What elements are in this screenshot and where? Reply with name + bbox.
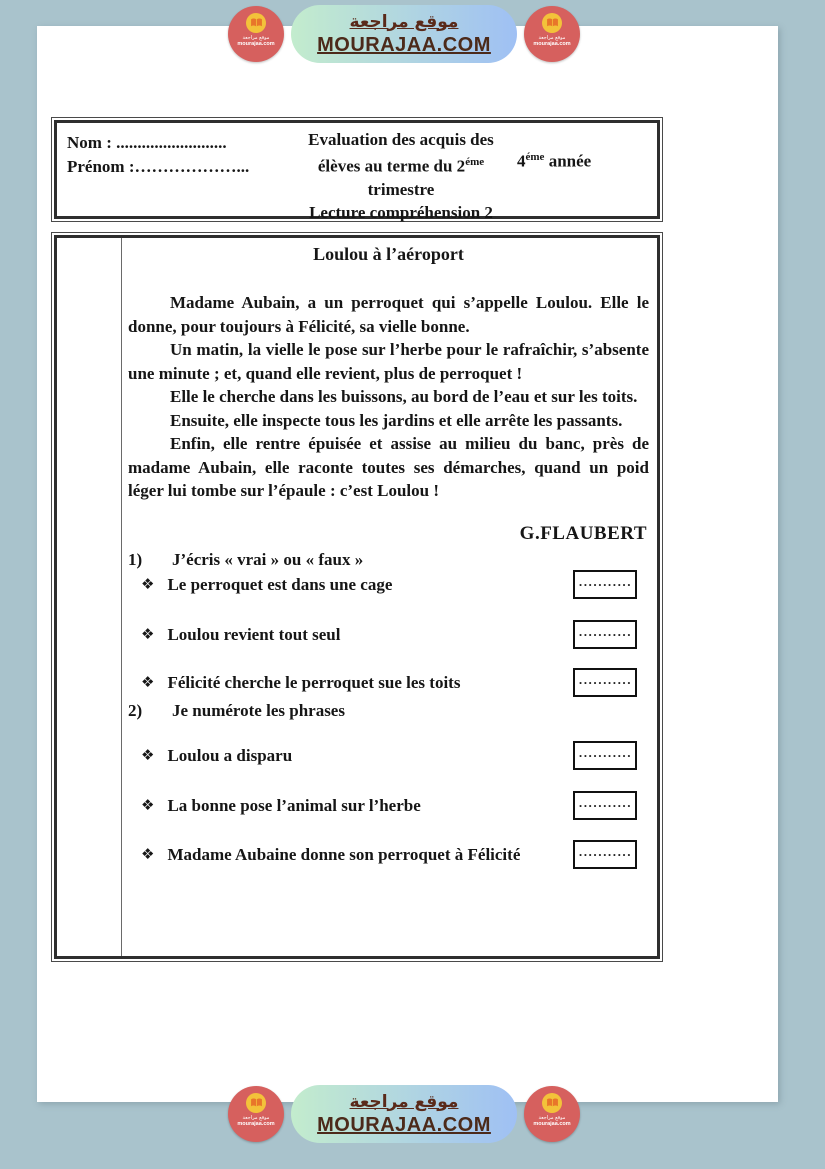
dotted-answer-line: ··········· bbox=[578, 675, 632, 690]
question-number: 1) bbox=[128, 549, 143, 569]
student-name-block bbox=[57, 123, 285, 216]
name-field[interactable]: Nom : .......................... bbox=[67, 133, 227, 152]
answer-box[interactable] bbox=[573, 668, 637, 697]
dotted-answer-line: ··········· bbox=[578, 627, 632, 642]
item-text: Félicité cherche le perroquet sue les toits bbox=[167, 672, 461, 692]
exam-body-box bbox=[51, 232, 663, 962]
badge-domain-text: mourajaa.com bbox=[533, 1121, 571, 1127]
item-text: Madame Aubaine donne son perroquet à Félicité bbox=[167, 844, 521, 864]
exercise-item bbox=[128, 670, 637, 696]
exam-header-box bbox=[51, 117, 663, 222]
badge-arabic-text: موقع مراجعة bbox=[538, 35, 566, 41]
badge-domain-text: mourajaa.com bbox=[237, 41, 275, 47]
answer-box[interactable] bbox=[573, 840, 637, 869]
exam-title-block bbox=[285, 123, 517, 222]
book-icon bbox=[542, 13, 562, 33]
exercise-item bbox=[128, 793, 637, 819]
banner-arabic-text: موقع مراجعة bbox=[349, 1091, 459, 1112]
diamond-bullet-icon: ❖ bbox=[141, 574, 155, 593]
book-icon bbox=[542, 1093, 562, 1113]
badge-domain-text: mourajaa.com bbox=[237, 1121, 275, 1127]
item-text: Le perroquet est dans une cage bbox=[167, 574, 393, 594]
exam-title-line1: Evaluation des acquis des bbox=[308, 130, 494, 149]
badge-arabic-text: موقع مراجعة bbox=[242, 1115, 270, 1121]
question-number: 2) bbox=[128, 700, 143, 720]
question-2-heading bbox=[128, 701, 649, 721]
reading-text bbox=[128, 238, 649, 868]
answer-box[interactable] bbox=[573, 791, 637, 820]
answer-box[interactable] bbox=[573, 620, 637, 649]
site-logo-badge bbox=[228, 6, 284, 62]
site-banner-top bbox=[228, 5, 580, 63]
site-logo-badge bbox=[524, 1086, 580, 1142]
text-title: Loulou à l’aéroport bbox=[313, 244, 464, 264]
question-label: Je numérote les phrases bbox=[172, 700, 345, 720]
diamond-bullet-icon: ❖ bbox=[141, 624, 155, 643]
exam-title-line3: trimestre bbox=[367, 179, 435, 199]
badge-arabic-text: موقع مراجعة bbox=[538, 1115, 566, 1121]
badge-arabic-text: موقع مراجعة bbox=[242, 35, 270, 41]
dotted-answer-line: ··········· bbox=[578, 798, 632, 813]
site-logo-badge bbox=[228, 1086, 284, 1142]
margin-divider bbox=[121, 238, 122, 956]
exercise-item bbox=[128, 842, 637, 868]
banner-pill bbox=[291, 1085, 517, 1143]
exercise-item bbox=[128, 622, 637, 648]
book-icon bbox=[246, 13, 266, 33]
question-label: J’écris « vrai » ou « faux » bbox=[172, 549, 364, 569]
dotted-answer-line: ··········· bbox=[578, 748, 632, 763]
site-logo-badge bbox=[524, 6, 580, 62]
diamond-bullet-icon: ❖ bbox=[141, 745, 155, 764]
paragraph: Enfin, elle rentre épuisée et assise au milieu du banc, près de madame Aubain, elle raconte toutes ses démarches, quand un poid léger lui tombe sur l’épaule : c’est Loulou ! bbox=[128, 434, 649, 500]
diamond-bullet-icon: ❖ bbox=[141, 844, 155, 863]
exam-body-inner bbox=[54, 235, 660, 959]
paragraph: Madame Aubain, a un perroquet qui s’appelle Loulou. Elle le donne, pour toujours à Félicité, sa vielle bonne. bbox=[128, 293, 649, 336]
exam-header-inner bbox=[54, 120, 660, 222]
banner-domain-link[interactable]: MOURAJAA.COM bbox=[317, 1113, 491, 1136]
dotted-answer-line: ··········· bbox=[578, 847, 632, 862]
author-name: G.FLAUBERT bbox=[519, 522, 647, 544]
question-1-heading bbox=[128, 550, 649, 570]
paragraph: Ensuite, elle inspecte tous les jardins et elle arrête les passants. bbox=[170, 410, 623, 430]
paragraph: Elle le cherche dans les buissons, au bord de l’eau et sur les toits. bbox=[170, 387, 638, 406]
dotted-answer-line: ··········· bbox=[578, 577, 632, 592]
diamond-bullet-icon: ❖ bbox=[141, 795, 155, 814]
item-text: Loulou a disparu bbox=[167, 745, 293, 765]
site-banner-bottom bbox=[228, 1085, 580, 1143]
paragraph: Un matin, la vielle le pose sur l’herbe pour le rafraîchir, s’absente une minute ; et, quand elle revient, plus de perroquet ! bbox=[128, 340, 649, 383]
banner-domain-link[interactable]: MOURAJAA.COM bbox=[317, 33, 491, 56]
item-text: La bonne pose l’animal sur l’herbe bbox=[167, 795, 421, 815]
firstname-field[interactable]: Prénom :………………... bbox=[67, 157, 250, 176]
exercise-item bbox=[128, 743, 637, 769]
banner-arabic-text: موقع مراجعة bbox=[349, 11, 459, 32]
grade-level: $4^{éme}$ année bbox=[517, 151, 592, 171]
book-icon bbox=[246, 1093, 266, 1113]
banner-pill bbox=[291, 5, 517, 63]
exam-title-line2: élèves au terme du $2^{éme}$ bbox=[317, 156, 485, 176]
badge-domain-text: mourajaa.com bbox=[533, 41, 571, 47]
item-text: Loulou revient tout seul bbox=[167, 624, 341, 644]
exercise-item bbox=[128, 572, 637, 598]
exam-subject: Lecture compréhension 2 bbox=[309, 202, 493, 222]
answer-box[interactable] bbox=[573, 741, 637, 770]
answer-box[interactable] bbox=[573, 570, 637, 599]
diamond-bullet-icon: ❖ bbox=[141, 672, 155, 691]
